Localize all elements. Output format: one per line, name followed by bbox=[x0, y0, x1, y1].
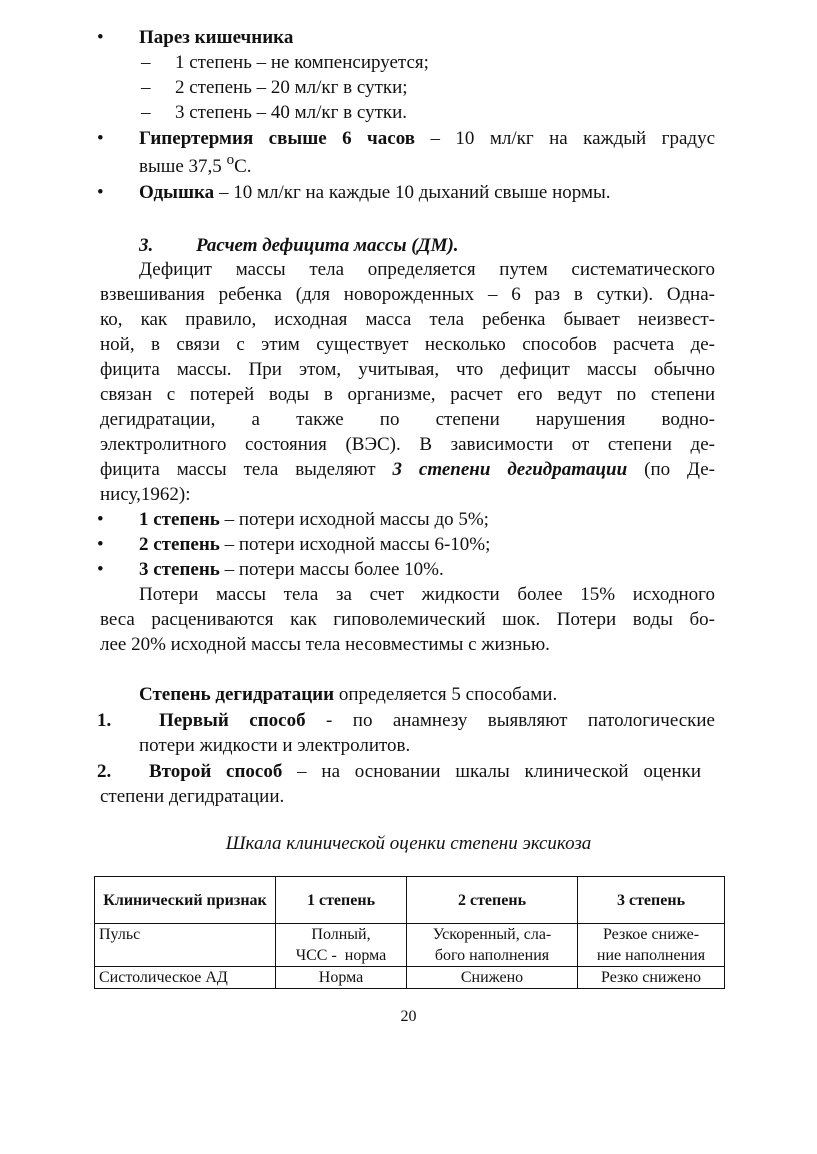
cell-sign: Пульс bbox=[95, 924, 276, 967]
paragraph-line: веса расцениваются как гиповолемический шок. Потери воды бо- bbox=[100, 609, 715, 630]
cell-sign: Систолическое АД bbox=[95, 967, 276, 989]
clinical-scale-table bbox=[94, 876, 725, 989]
table-header-row bbox=[95, 877, 725, 924]
method-1-line-2: потери жидкости и электролитов. bbox=[139, 735, 411, 756]
section-3-number: 3. bbox=[139, 235, 154, 256]
dyspnea-rest: – 10 мл/кг на каждые 10 дыханий свыше нормы. bbox=[214, 182, 611, 203]
cell-degree-1 bbox=[276, 924, 407, 967]
hyperthermia-line-2 bbox=[139, 151, 252, 179]
method-1-line-1 bbox=[159, 709, 715, 733]
paragraph-line: взвешивания ребенка (для новорожденных – 6 раз в сутки). Одна- bbox=[100, 284, 715, 305]
paragraph-text: (по Де- bbox=[627, 459, 716, 480]
paragraph-line: лее 20% исходной массы тела несовместимы с жизнью. bbox=[100, 634, 550, 655]
paragraph-line: нису,1962): bbox=[100, 484, 191, 505]
paresis-item-1: 1 степень – не компенсируется; bbox=[175, 52, 429, 73]
cell-text: Ускоренный, сла- bbox=[432, 926, 552, 943]
degree-text: – потери исходной массы до 5%; bbox=[219, 509, 489, 530]
paragraph-text: фицита массы тела выделяют bbox=[100, 459, 393, 480]
bullet: • bbox=[97, 559, 104, 580]
method-2-number: 2. bbox=[97, 761, 112, 782]
degree-label: 2 степень bbox=[139, 534, 220, 555]
paragraph-line: ной, в связи с этим существует несколько способов расчета де- bbox=[100, 334, 715, 355]
methods-intro-bold: Степень дегидратации bbox=[139, 684, 335, 705]
methods-intro bbox=[139, 683, 557, 707]
paresis-title: Парез кишечника bbox=[139, 27, 294, 48]
bullet: • bbox=[97, 182, 104, 203]
bullet: • bbox=[97, 534, 104, 555]
degree-label: 1 степень bbox=[139, 509, 220, 530]
bullet: • bbox=[97, 128, 104, 149]
cell-text: ние наполнения bbox=[596, 947, 706, 964]
header-degree-1: 1 степень bbox=[276, 877, 407, 924]
paragraph-line: Потери массы тела за счет жидкости более 15% исходного bbox=[139, 584, 715, 605]
method-1-title: Первый способ bbox=[159, 710, 306, 731]
paresis-item-2: 2 степень – 20 мл/кг в сутки; bbox=[175, 77, 408, 98]
cell-text: Полный, bbox=[311, 926, 371, 943]
table-row bbox=[95, 967, 725, 989]
cell-degree-2: Снижено bbox=[407, 967, 578, 989]
method-2-line-2: степени дегидратации. bbox=[100, 786, 285, 807]
paragraph-line: ко, как правило, исходная масса тела ребенка бывает неизвест- bbox=[100, 309, 715, 330]
cell-degree-2 bbox=[407, 924, 578, 967]
degree-text: – потери исходной массы 6-10%; bbox=[219, 534, 491, 555]
table-row bbox=[95, 924, 725, 967]
table-caption: Шкала клинической оценки степени эксикоза bbox=[225, 833, 592, 854]
hyperthermia-line2-pre: выше 37,5 bbox=[139, 156, 227, 177]
hyperthermia-title: Гипертермия свыше 6 часов bbox=[139, 128, 415, 149]
degree-text: – потери массы более 10%. bbox=[219, 559, 444, 580]
header-degree-3: 3 степень bbox=[578, 877, 725, 924]
paragraph-line: связан с потерей воды в организме, расчет его ведут по степени bbox=[100, 384, 715, 405]
dehydration-degrees-emphasis: 3 степени дегидратации bbox=[392, 459, 628, 480]
cell-text: ЧСС - норма bbox=[295, 947, 387, 964]
dash: – bbox=[141, 77, 151, 98]
degree-label: 3 степень bbox=[139, 559, 220, 580]
degree-item-2 bbox=[139, 533, 490, 557]
dash: – bbox=[141, 52, 151, 73]
paragraph-line: Дефицит массы тела определяется путем систематического bbox=[139, 259, 715, 280]
paragraph-line: дегидратации, а также по степени нарушения водно- bbox=[100, 409, 715, 430]
section-3-title: Расчет дефицита массы (ДМ). bbox=[196, 235, 459, 256]
cell-text: Резкое сниже- bbox=[602, 926, 700, 943]
degree-item-3 bbox=[139, 558, 444, 582]
hyperthermia-rest: – 10 мл/кг на каждый градус bbox=[415, 128, 715, 149]
hyperthermia-line-1 bbox=[139, 127, 715, 151]
cell-degree-3 bbox=[578, 924, 725, 967]
cell-text: бого наполнения bbox=[434, 947, 550, 964]
cell-degree-3: Резко снижено bbox=[578, 967, 725, 989]
dyspnea-line bbox=[139, 181, 611, 205]
degree-sign: о bbox=[226, 151, 235, 168]
method-2-line-1 bbox=[149, 760, 701, 784]
paresis-item-3: 3 степень – 40 мл/кг в сутки. bbox=[175, 102, 408, 123]
methods-intro-text: определяется 5 способами. bbox=[334, 684, 558, 705]
bullet: • bbox=[97, 509, 104, 530]
dash: – bbox=[141, 102, 151, 123]
method-1-number: 1. bbox=[97, 710, 112, 731]
paragraph-line: фицита массы. При этом, учитывая, что дефицит массы обычно bbox=[100, 359, 715, 380]
method-2-title: Второй способ bbox=[149, 761, 283, 782]
method-1-text: - по анамнезу выявляют патологические bbox=[305, 710, 715, 731]
hyperthermia-line2-post: С. bbox=[234, 156, 252, 177]
paragraph-line bbox=[100, 458, 715, 482]
degree-item-1 bbox=[139, 508, 489, 532]
paragraph-line: электролитного состояния (ВЭС). В зависимости от степени де- bbox=[100, 434, 715, 455]
method-2-text: – на основании шкалы клинической оценки bbox=[282, 761, 702, 782]
bullet: • bbox=[97, 27, 104, 48]
header-clinical-sign: Клинический признак bbox=[95, 877, 276, 924]
dyspnea-title: Одышка bbox=[139, 182, 215, 203]
header-degree-2: 2 степень bbox=[407, 877, 578, 924]
cell-degree-1: Норма bbox=[276, 967, 407, 989]
page-number: 20 bbox=[400, 1008, 417, 1025]
